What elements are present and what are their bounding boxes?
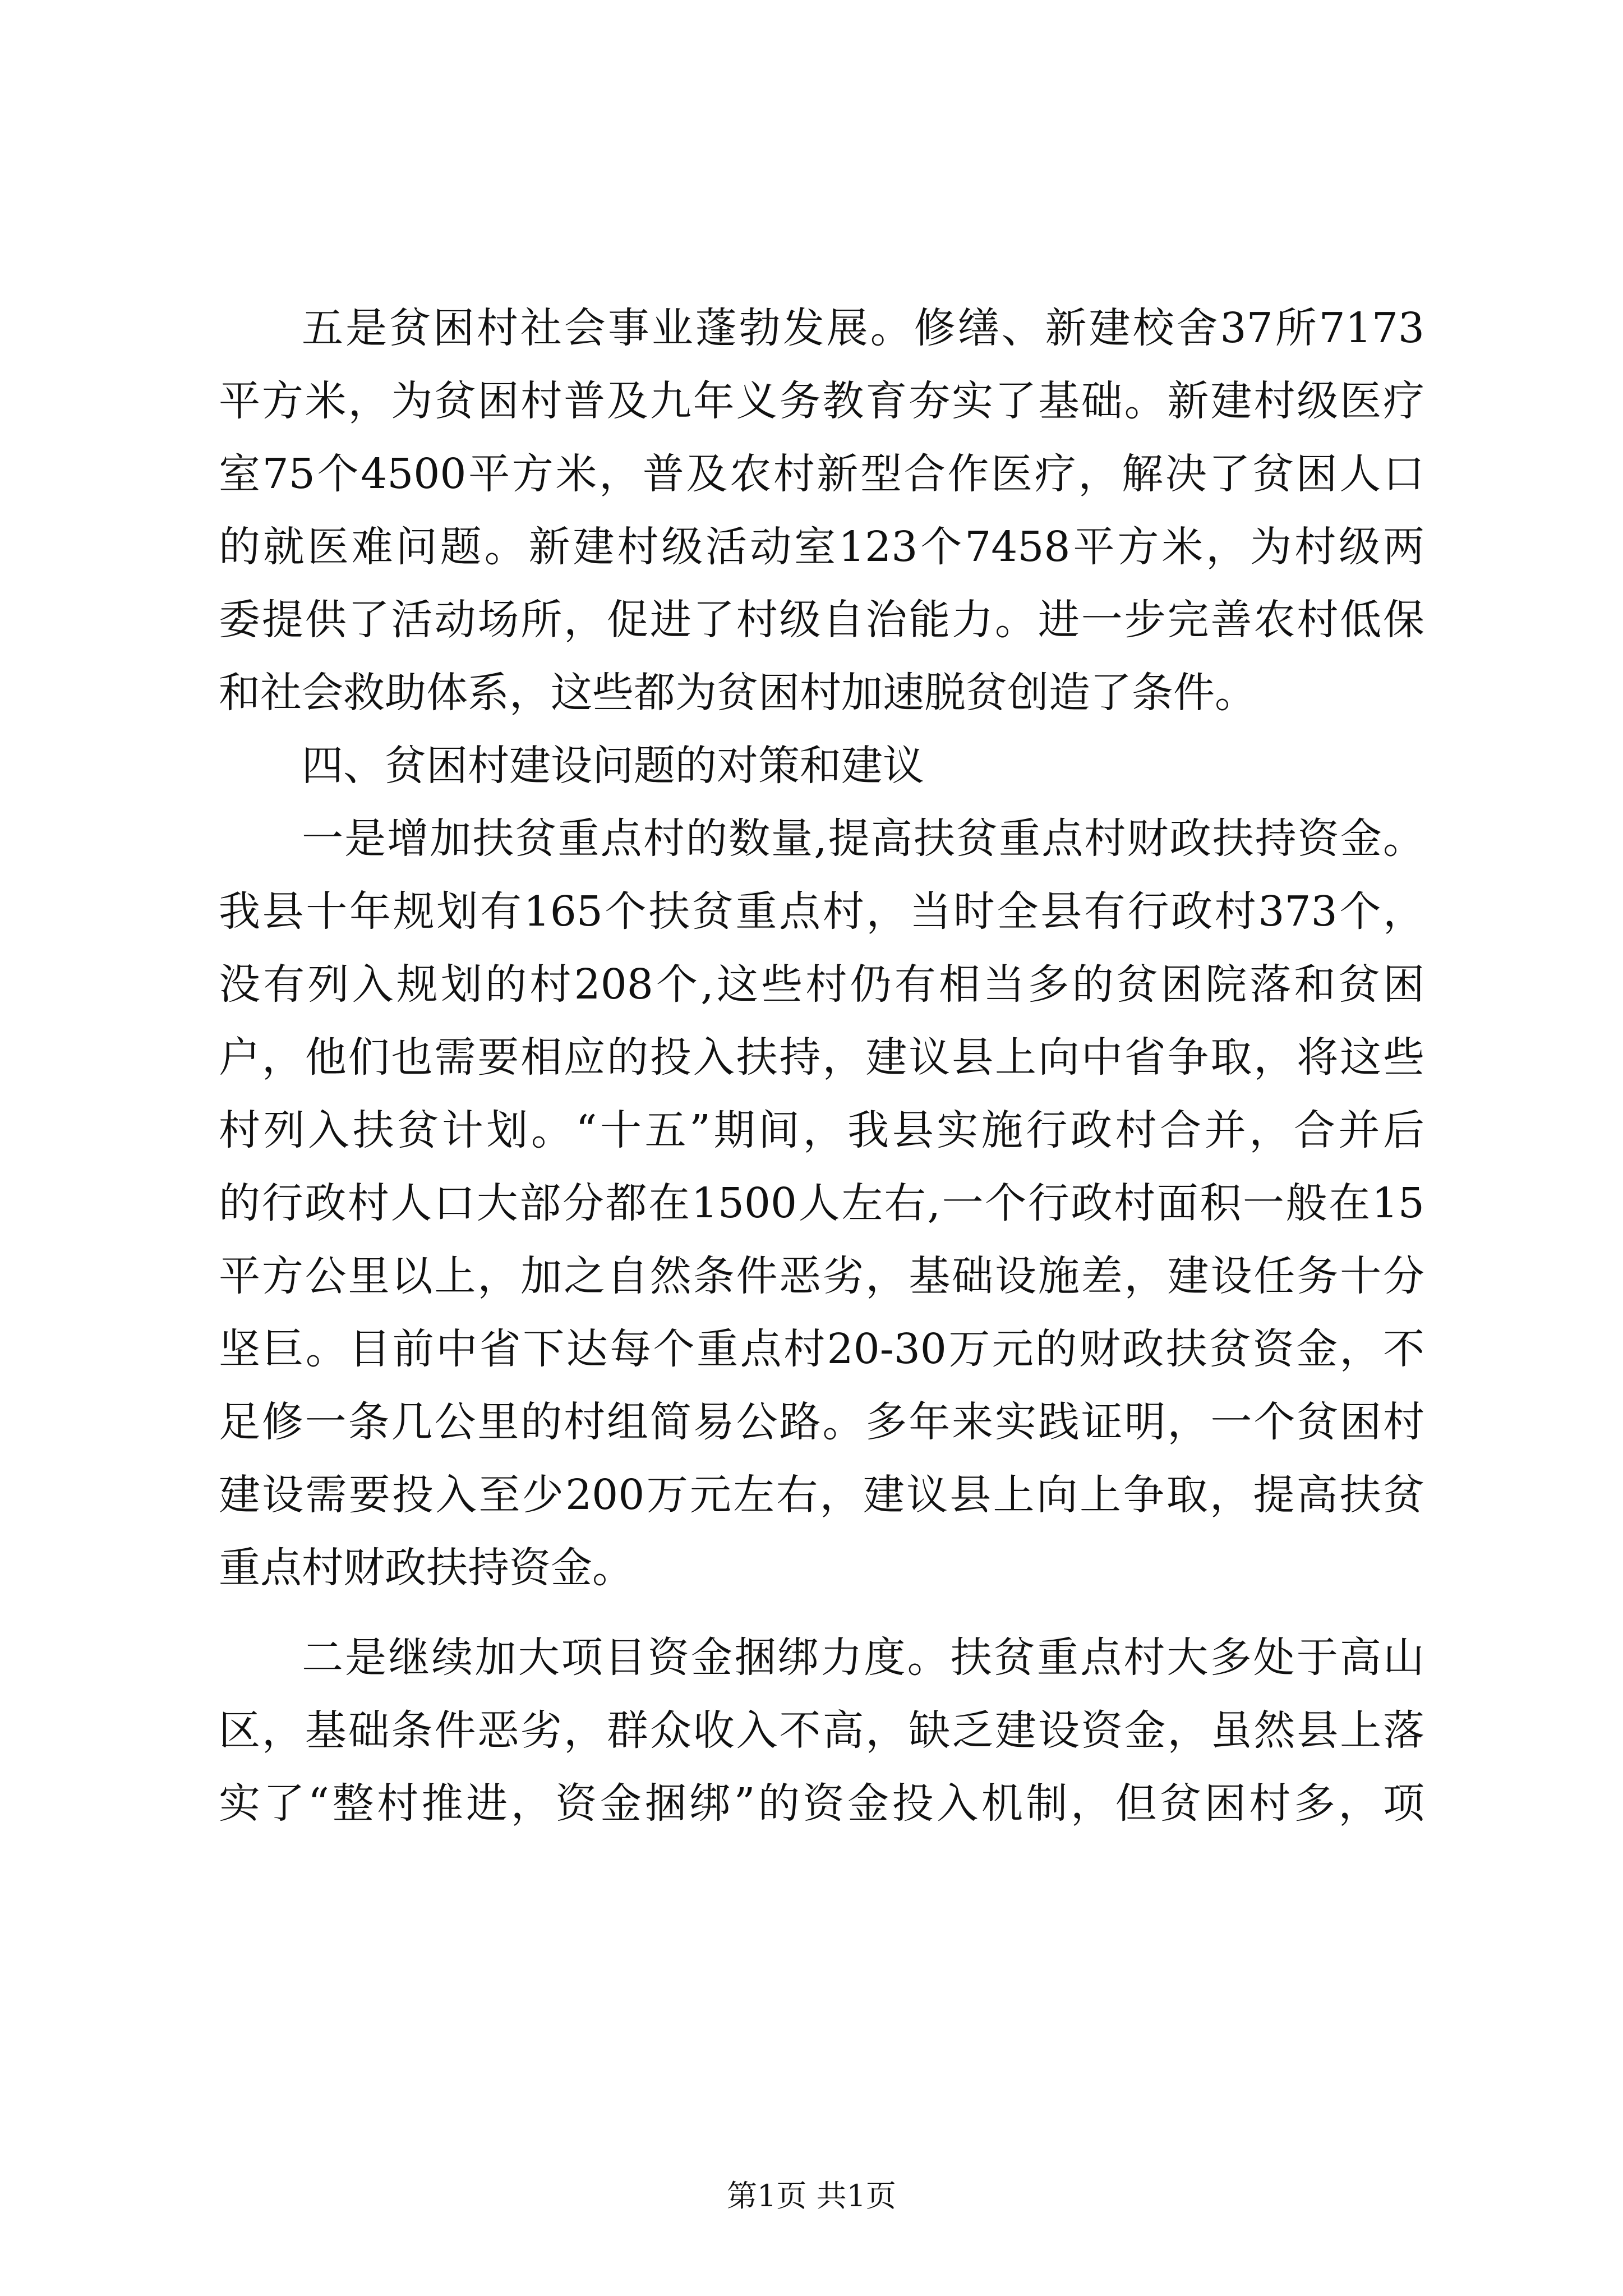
paragraph-line: 一是增加扶贫重点村的数量,提高扶贫重点村财政扶持资金。 [302, 815, 1424, 863]
paragraph-line: 的就医难问题。新建村级活动室123个7458平方米，为村级两 [219, 523, 1424, 571]
paragraph-line: 我县十年规划有165个扶贫重点村，当时全县有行政村373个， [219, 887, 1424, 936]
paragraph-line: 二是继续加大项目资金捆绑力度。扶贫重点村大多处于高山 [302, 1634, 1424, 1682]
paragraph-line: 村列入扶贫计划。“十五”期间，我县实施行政村合并，合并后 [219, 1106, 1424, 1154]
paragraph-line: 没有列入规划的村208个,这些村仍有相当多的贫困院落和贫困 [219, 960, 1424, 1009]
paragraph-line: 平方米，为贫困村普及九年义务教育夯实了基础。新建村级医疗 [219, 377, 1424, 425]
paragraph-line: 足修一条几公里的村组简易公路。多年来实践证明，一个贫困村 [219, 1398, 1424, 1446]
paragraph-line: 区，基础条件恶劣，群众收入不高，缺乏建设资金，虽然县上落 [219, 1706, 1424, 1755]
paragraph-line: 坚巨。目前中省下达每个重点村20-30万元的财政扶贫资金，不 [219, 1325, 1424, 1373]
paragraph-line: 建设需要投入至少200万元左右，建议县上向上争取，提高扶贫 [219, 1471, 1424, 1519]
paragraph-line: 五是贫困村社会事业蓬勃发展。修缮、新建校舍37所7173 [302, 304, 1424, 352]
paragraph-line: 实了“整村推进，资金捆绑”的资金投入机制，但贫困村多，项 [219, 1779, 1424, 1828]
paragraph-line: 平方公里以上，加之自然条件恶劣，基础设施差，建设任务十分 [219, 1252, 1424, 1300]
paragraph-line: 和社会救助体系，这些都为贫困村加速脱贫创造了条件。 [219, 669, 1256, 717]
paragraph-line: 户，他们也需要相应的投入扶持，建议县上向中省争取，将这些 [219, 1033, 1424, 1082]
paragraph-line: 委提供了活动场所，促进了村级自治能力。进一步完善农村低保 [219, 596, 1424, 644]
paragraph-line: 的行政村人口大部分都在1500人左右,一个行政村面积一般在15 [219, 1179, 1424, 1227]
section-heading: 四、贫困村建设问题的对策和建议 [302, 742, 924, 790]
paragraph-line: 室75个4500平方米，普及农村新型合作医疗，解决了贫困人口 [219, 450, 1424, 498]
paragraph-line: 重点村财政扶持资金。 [219, 1544, 634, 1592]
page-footer: 第1页 共1页 [727, 2178, 896, 2214]
